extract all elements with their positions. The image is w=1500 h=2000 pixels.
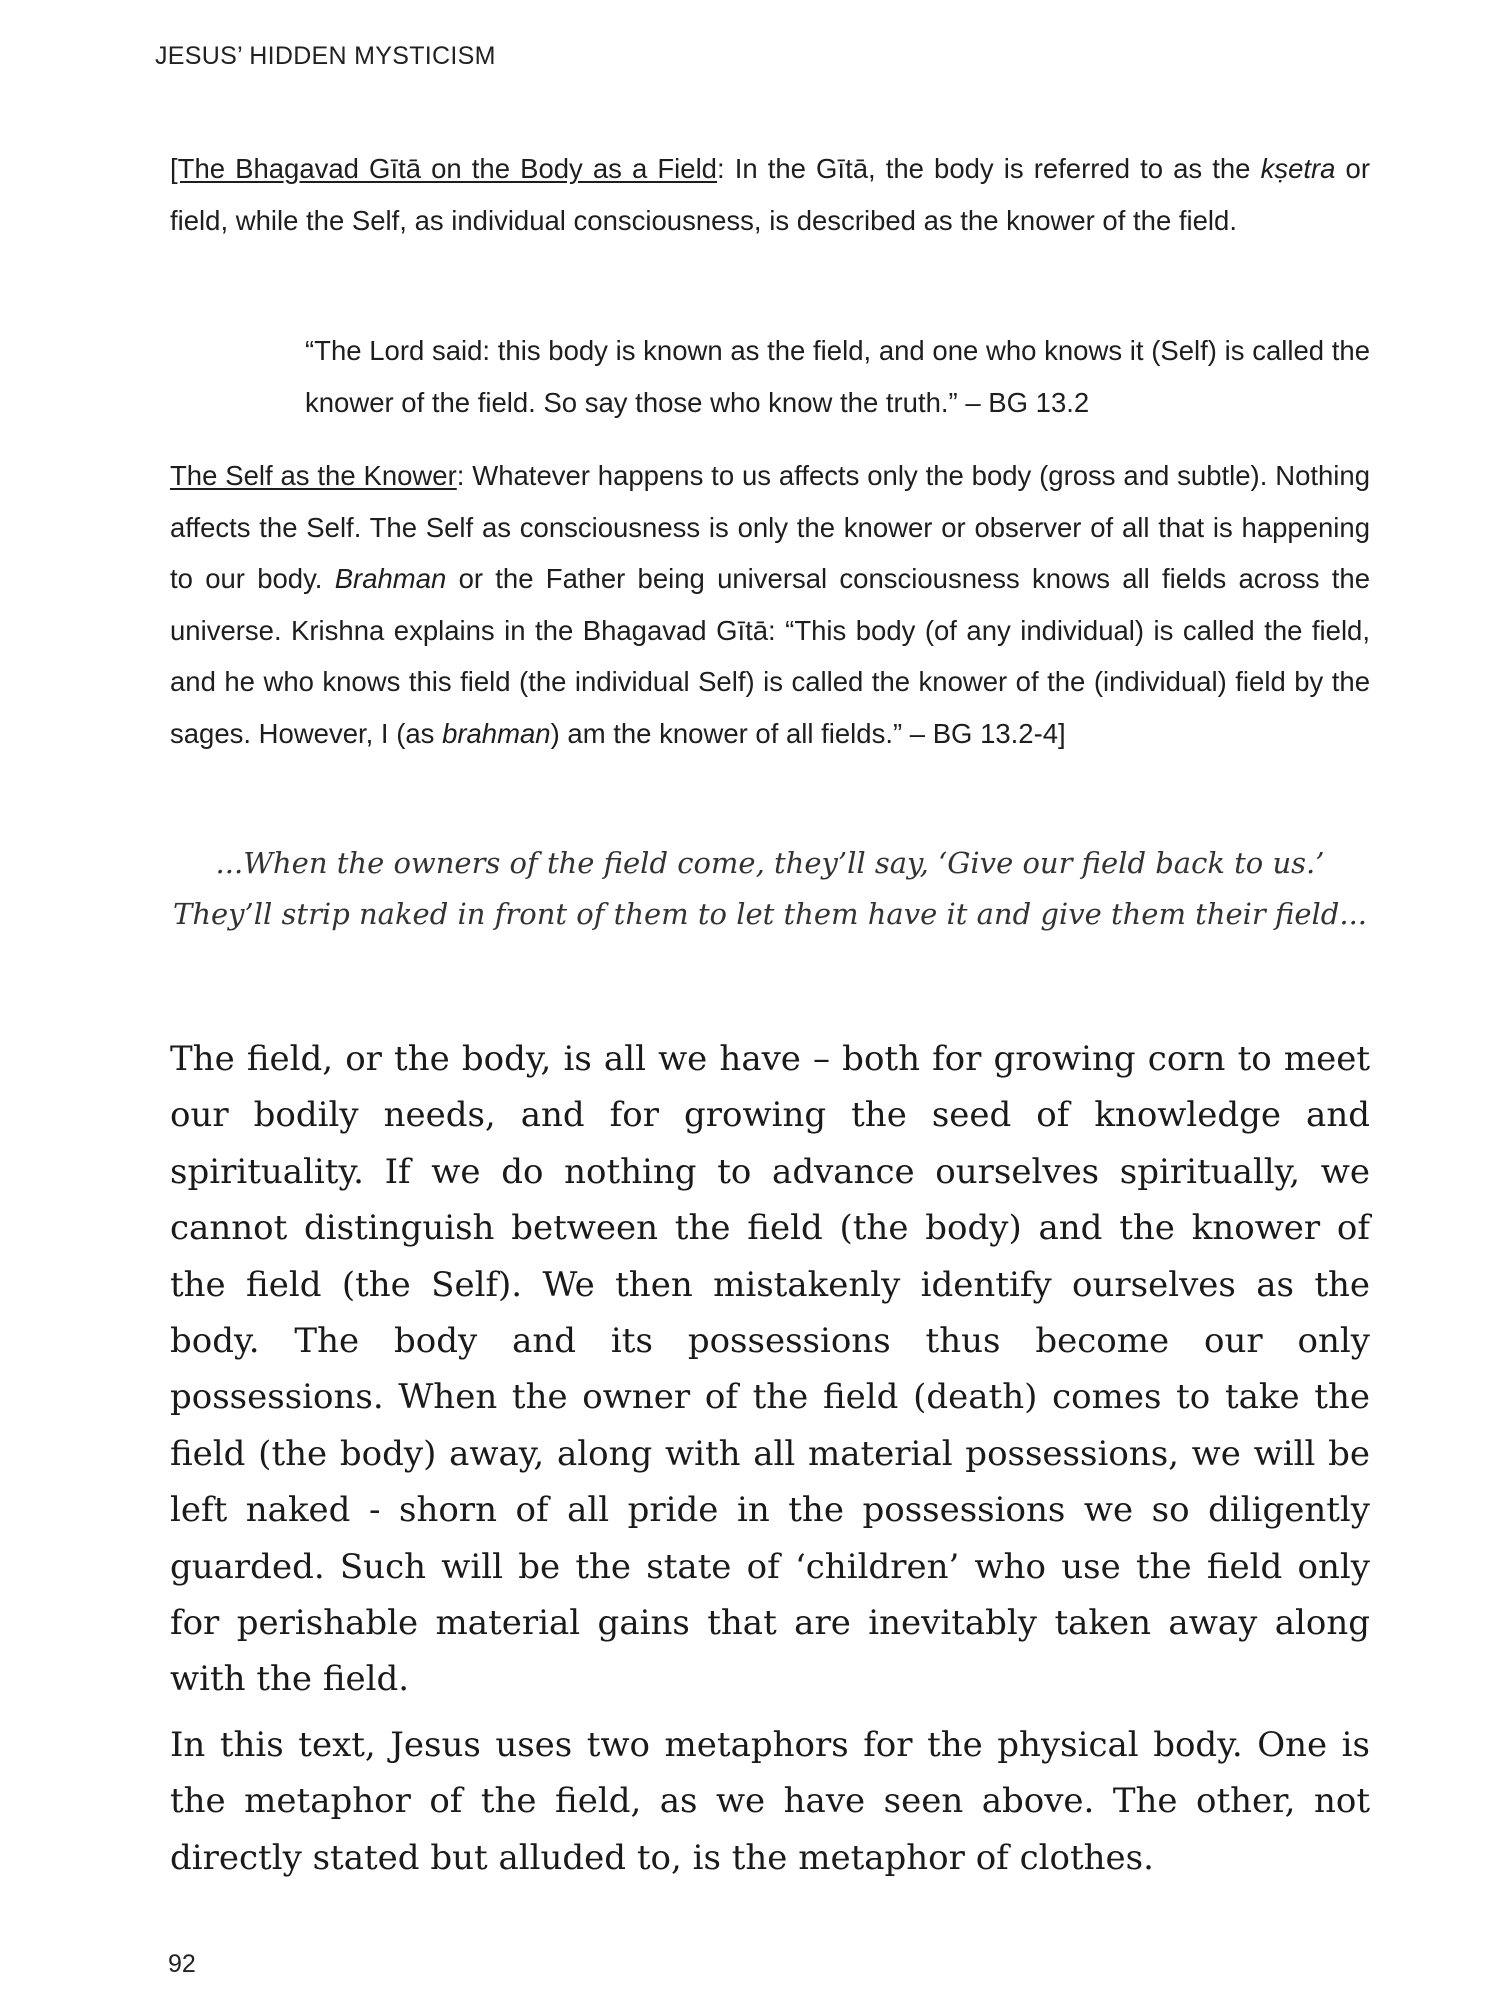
- gospel-verse-quote: ...When the owners of the field come, they’ll say, ‘Give our field back to us.’ They’ll strip naked in front of them to let them have it and give them their field...: [172, 846, 1368, 931]
- self-knower-text-c: ) am the knower of all fields.” – BG 13.2-4]: [550, 717, 1066, 749]
- gita-field-term: kṣetra: [1260, 153, 1336, 184]
- self-knower-paragraph: [170, 450, 1370, 759]
- body-paragraph: In this text, Jesus uses two metaphors for the physical body. One is the metaphor of the field, as we have seen above. The other, not directly stated but alluded to, is the metaphor of clothes.: [170, 1725, 1370, 1878]
- page-number: 92: [168, 1950, 196, 1978]
- body-paragraph: The field, or the body, is all we have – both for growing corn to meet our bodily needs, and for growing the seed of knowledge and spirituality. If we do nothing to advance ourselves spiritually, we cannot distinguish between the field (the body) and the knower of the field (the Self). We then mistakenly identify ourselves as the body. The body and its possessions thus become our only possessions. When the owner of the field (death) comes to take the field (the body) away, along with all material possessions, we will be left naked - shorn of all pride in the possessions we so diligently guarded. Such will be the state of ‘children’ who use the field only for perishable material gains that are inevitably taken away along with the field.: [170, 1039, 1370, 1700]
- gita-field-heading-colon: :: [716, 153, 725, 184]
- self-knower-text-a: Whatever happens to us affects only the body (gross and subtle). Nothing affects the Self. The Self as consciousness is only the knower or observer of all that is happening to our body.: [170, 460, 1370, 594]
- gita-block-quote: “The Lord said: this body is known as the field, and one who knows it (Self) is called the knower of the field. So say those who know the truth.” – BG 13.2: [305, 335, 1370, 418]
- gita-field-heading: [The Bhagavad Gītā on the Body as a Field: [170, 153, 717, 184]
- self-knower-term-brahman: Brahman: [334, 563, 447, 594]
- self-knower-text-b: or the Father being universal consciousness knows all fields across the universe. Krishna explains in the Bhagavad Gītā: “This body (of any individual) is called the field, and he who knows this field (the individual Self) is called the knower of the (individual) field by the sages. However, I (as: [170, 563, 1370, 749]
- gita-field-text-a: In the Gītā, the body is referred to as the: [724, 153, 1261, 184]
- self-knower-heading: The Self as the Knower: [170, 460, 457, 491]
- self-knower-heading-colon: :: [456, 460, 465, 491]
- gita-field-text-b: or field, while the Self, as individual consciousness, is described as the knower of the field.: [170, 153, 1370, 236]
- running-header: JESUS’ HIDDEN MYSTICISM: [155, 42, 496, 70]
- gita-field-paragraph: [170, 143, 1370, 246]
- self-knower-term-brahman-lower: brahman: [442, 717, 551, 749]
